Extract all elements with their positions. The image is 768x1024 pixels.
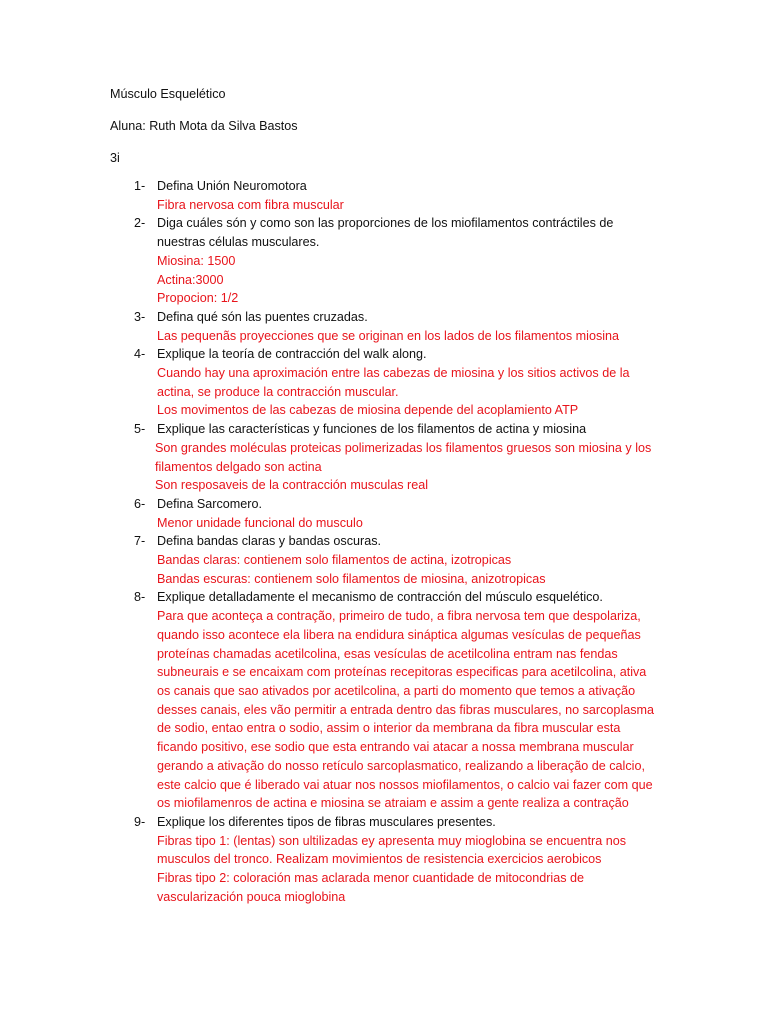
question-list: [0, 177, 768, 906]
question-item: [0, 214, 768, 308]
answer-text: Actina:3000: [157, 272, 224, 287]
question-text: Defina qué són las puentes cruzadas.: [157, 309, 368, 324]
question-number: 1-: [134, 179, 146, 193]
answer-text: Fibras tipo 1: (lentas) son ultilizadas ey apresenta muy mioglobina se encuentra nos musculos del tronco. Realizam movimientos de resistencia exercicios aerobicos: [157, 833, 627, 867]
question-item: [0, 588, 768, 812]
answer-text: Cuando hay una aproximación entre las cabezas de miosina y los sitios activos de la actina, se produce la contracción muscular.: [157, 366, 630, 399]
answer-text: Menor unidade funcional do musculo: [157, 515, 363, 530]
class-label: 3i: [110, 151, 120, 165]
student-name: Aluna: Ruth Mota da Silva Bastos: [110, 119, 298, 133]
question-item: [0, 308, 768, 345]
answer-text: Para que aconteça a contração, primeiro de tudo, a fibra nervosa tem que despolariza, quando isso acontece ela libera na endidura sináptica algumas vesículas de pequeñas proteínas chamadas acetilcolina, esas vesículas de acetilcolina entram nas fendas subneurais e se encaixam com proteínas recepitoras especificas para acetilcolina, ativa os canais que sao ativados por acetilcolina, a parti do momento que temos a ativação desses canais, eles vão permitir a entrada dentro das fibras musculares, no sarcoplasma de sodio, entao entra o sodio, assim o interior da membrana da fibra muscular esta ficando positivo, ese sodio que esta entrando vai atacar a nossa membrana muscular gerando a ativação do nosso retículo sarcoplasmatico, realizando a liberação de calcio, este calcio que é liberado vai atuar nos nossos miofilamentos, o calcio vai fazer com que os miofilamenros de actina e miosina se atraiam e assim a gente realiza a contração: [157, 609, 654, 811]
document-title: Músculo Esquelético: [110, 87, 226, 101]
question-text: Explique detalladamente el mecanismo de contracción del músculo esquelético.: [157, 590, 603, 605]
question-number: 6-: [134, 496, 146, 511]
answer-text: Son grandes moléculas proteicas polimerizadas los filamentos gruesos son miosina y los filamentos delgado son actina: [155, 440, 652, 474]
answer-text: Fibras tipo 2: coloración mas aclarada menor cuantidade de mitocondrias de vascularización pouca mioglobina: [157, 871, 585, 904]
question-text: Explique los diferentes tipos de fibras musculares presentes.: [157, 814, 496, 829]
question-text: Diga cuáles són y como son las proporciones de los miofilamentos contráctiles de nuestras células musculares.: [157, 216, 614, 250]
question-item: [0, 495, 768, 532]
question-number: 7-: [134, 534, 146, 549]
answer-text: Son resposaveis de la contracción musculas real: [155, 478, 429, 493]
answer-text: Fibra nervosa com fibra muscular: [157, 197, 344, 212]
answer-text: Bandas escuras: contienem solo filamentos de miosina, anizotropicas: [157, 571, 546, 586]
answer-text: Las pequenãs proyecciones que se originan en los lados de los filamentos miosina: [157, 328, 620, 343]
question-text: Explique la teoría de contracción del walk along.: [157, 347, 427, 362]
question-item: [0, 177, 768, 214]
question-item: [0, 420, 768, 495]
question-text: Explique las características y funciones de los filamentos de actina y miosina: [157, 422, 587, 437]
question-number: 3-: [134, 309, 146, 324]
question-number: 8-: [134, 590, 146, 605]
question-text: Defina bandas claras y bandas oscuras.: [157, 534, 382, 549]
question-number: 9-: [134, 814, 146, 829]
answer-text: Propocion: 1/2: [157, 291, 239, 306]
answer-text: Bandas claras: contienem solo filamentos de actina, izotropicas: [157, 553, 512, 568]
answer-text: Los movimentos de las cabezas de miosina depende del acoplamiento ATP: [157, 403, 579, 418]
question-number: 4-: [134, 347, 146, 362]
question-text: Defina Unión Neuromotora: [157, 179, 307, 193]
answer-text: Miosina: 1500: [157, 253, 236, 268]
question-item: [0, 813, 768, 907]
question-item: [0, 532, 768, 588]
question-item: [0, 345, 768, 420]
question-number: 2-: [134, 216, 146, 231]
question-number: 5-: [134, 422, 146, 437]
question-text: Defina Sarcomero.: [157, 496, 262, 511]
